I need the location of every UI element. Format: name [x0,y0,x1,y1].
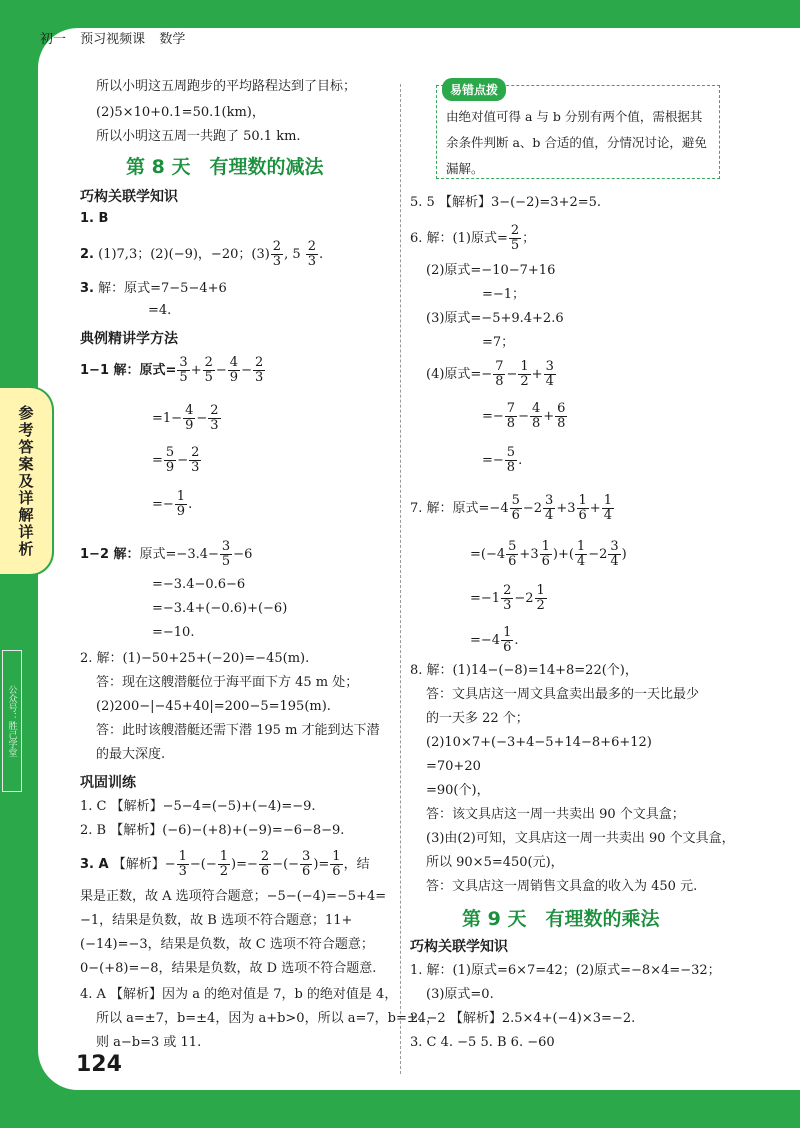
answer-8: 8. 解：(1)14−(−8)=14+8=22(个)， [410,663,638,678]
line: =− $\frac{5}{8}$ . [482,445,523,475]
line: 答：现在这艘潜艇位于海平面下方 45 m 处； [96,675,359,690]
answer-7: 7. 解：原式=−4 $\frac{5}{6}$ −2 $\frac{3}{4}$ +3 $\frac{1}{6}$ + $\frac{1}{4}$ [410,493,612,523]
side-watermark [2,650,22,792]
example-1-1-label: 1−1 解：原式= [80,363,177,378]
line: 0−(+8)=−8，结果是负数，故 D 选项不符合题意. [80,961,377,976]
line: =− $\frac{7}{8}$ − $\frac{4}{8}$ + $\frac{6}{8}$ [482,401,566,431]
line: = $\frac{5}{9}$ − $\frac{2}{3}$ [152,445,200,475]
section-title: 巧构关联学知识 [80,189,178,205]
note-tag: 易错点拨 [442,78,506,101]
line: (4)原式=− $\frac{7}{8}$ − $\frac{1}{2}$ + $\frac{3}{4}$ [426,359,554,389]
answer-5: 5. 5 【解析】3−(−2)=3+2=5. [410,195,602,210]
line: =−3.4+(−0.6)+(−6) [152,601,288,616]
header [40,28,195,47]
section-title: 巧构关联学知识 [410,939,508,955]
line: =−1 $\frac{2}{3}$ −2 $\frac{1}{2}$ [470,583,545,613]
example-1-2-text: =−3.4− [165,547,219,562]
line: =(−4 $\frac{5}{6}$ +3 $\frac{1}{6}$ )+( $\frac{1}{4}$ −2 $\frac{3}{4}$ ) [470,539,627,569]
line: (2)200−|−45+40|=200−5=195(m). [96,699,331,714]
answer-3-text: 解：原式=7−5−4+6 [98,281,227,296]
line: (3)由(2)可知，文具店这一周一共卖出 90 个文具盒， [426,831,735,846]
line: =90(个)， [426,783,490,798]
day9-answer-1: 1. 解：(1)原式=6×7=42；(2)原式=−8×4=−32； [410,963,721,978]
side-watermark-label: 公众号：胜己学堂 [6,685,17,757]
page-number: 124 [76,1052,122,1077]
practice-3: 3. A 【解析】− $\frac{1}{3}$ −(− $\frac{1}{2}$ )=− $\frac{2}{6}$ −(− $\frac{3}{6}$ )= $\frac{1}{6}$ ，结 [80,849,370,879]
line: (2)5×10+0.1=50.1(km)， [96,105,265,120]
line: −1，结果是负数，故 B 选项不符合题意；11+ [80,913,353,928]
line: =4. [148,303,172,318]
line: 所以小明这五周一共跑了 50.1 km. [96,129,301,144]
day9-answer-3-6: 3. C 4. −5 5. B 6. −60 [410,1035,555,1050]
subject: 数学 [159,32,186,47]
line: =−4 $\frac{1}{6}$ . [470,625,519,655]
day9-answer-2: 2. −2 【解析】2.5×4+(−4)×3=−2. [410,1011,636,1026]
line: 果是正数，故 A 选项符合题意；−5−(−4)=−5+4= [80,889,387,904]
answer-6-4: (4)原式=− [426,367,493,382]
line: 所以小明这五周跑步的平均路程达到了目标； [96,79,357,94]
line: =−1； [482,287,526,302]
line: 答：此时该艘潜艇还需下潜 195 m 才能到达下潜 [96,723,380,738]
practice-1: 1. C 【解析】−5−4=(−5)+(−4)=−9. [80,799,316,814]
line: 的一天多 22 个； [426,711,529,726]
side-tab-label: 参考答案及详解详析 [16,404,35,558]
day8-title: 第 8 天 有理数的减法 [126,156,324,178]
example-1-2: 1−2 解：原式=−3.4− $\frac{3}{5}$ −6 [80,539,253,569]
answer-2-text: (1)7,3；(2)(−9)，−20；(3) [98,247,270,262]
day9-title: 第 9 天 有理数的乘法 [462,908,660,930]
grade: 初一 [40,32,67,47]
problem-2: 2. 解：(1)−50+25+(−20)=−45(m). [80,651,310,666]
note-text: 由绝对值可得 a 与 b 分别有两个值，需根据其余条件判断 a、b 合适的值，分情况讨论，避免漏解。 [446,109,707,176]
line: =7； [482,335,515,350]
practice-2: 2. B 【解析】(−6)−(+8)+(−9)=−6−8−9. [80,823,345,838]
line: (2)10×7+(−3+4−5+14−8+6+12) [426,735,652,750]
line: 答：文具店这一周销售文具盒的收入为 450 元. [426,879,698,894]
line: (3)原式=0. [426,987,494,1002]
answer-6-label: 6. 解：(1)原式= [410,231,508,246]
practice-4: 4. A 【解析】因为 a 的绝对值是 7，b 的绝对值是 4， [80,987,398,1002]
line: (2)原式=−10−7+16 [426,263,556,278]
line: (−14)=−3，结果是负数，故 C 选项不符合题意； [80,937,374,952]
answer-7-label: 7. 解：原式=−4 [410,501,509,516]
line: =−10. [152,625,195,640]
answer-6: 6. 解：(1)原式= $\frac{2}{5}$ ； [410,223,536,253]
answer-1: 1. B [80,211,109,226]
line: =−3.4−0.6−6 [152,577,246,592]
line: 所以 a=±7，b=±4，因为 a+b>0，所以 a=7，b=±4， [96,1011,440,1026]
line: (3)原式=−5+9.4+2.6 [426,311,564,326]
side-tab [0,386,54,576]
line: =70+20 [426,759,481,774]
answer-3: 3. 解：原式=7−5−4+6 [80,281,227,296]
line: 答：文具店这一周文具盒卖出最多的一天比最少 [426,687,700,702]
line: 的最大深度. [96,747,166,762]
line: 则 a−b=3 或 11. [96,1035,202,1050]
section-title: 典例精讲学方法 [80,331,178,347]
line: =1− $\frac{4}{9}$ − $\frac{2}{3}$ [152,403,219,433]
line: =− $\frac{1}{9}$ . [152,489,193,519]
section-title: 巩固训练 [80,775,136,791]
example-1-2-tail: −6 [233,547,253,562]
line: 所以 90×5=450(元)， [426,855,564,870]
course: 预习视频课 [80,32,146,47]
example-1-1: 1−1 解：原式= $\frac{3}{5}$ + $\frac{2}{5}$ − $\frac{4}{9}$ − $\frac{2}{3}$ [80,355,264,385]
line: 答：该文具店这一周一共卖出 90 个文具盒； [426,807,685,822]
column-divider [400,84,401,1074]
answer-2: 2. (1)7,3；(2)(−9)，−20；(3) $\frac{2}{3}$ , 5 $\frac{2}{3}$ . [80,239,324,269]
